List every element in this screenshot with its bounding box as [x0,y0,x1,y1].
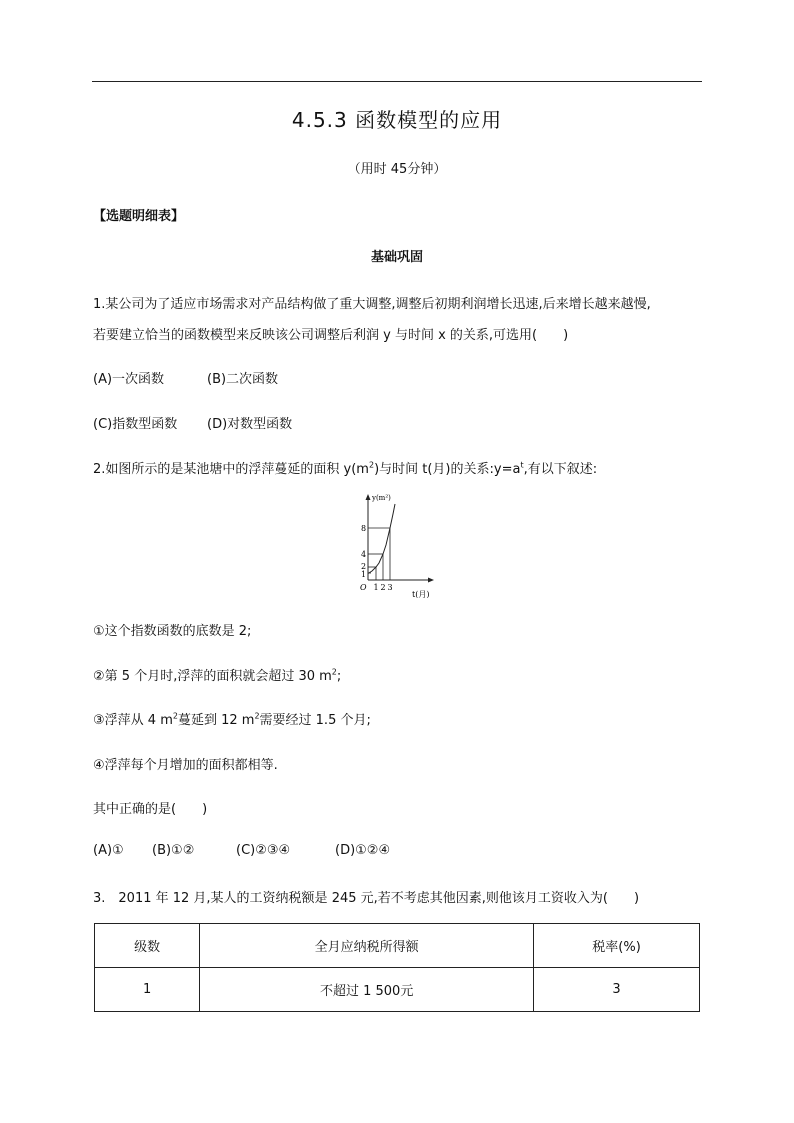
top-rule [92,81,702,82]
q2-question: 其中正确的是( ) [93,802,208,817]
graph-y-tick-2: 2 [361,562,367,571]
page-title: 4.5.3 函数模型的应用 [291,108,503,132]
table-header-rate: 税率(%) [534,924,700,968]
subsection-heading: 基础巩固 [370,250,423,265]
q1-option-b: (B)二次函数 [207,372,279,387]
q3-stem: 3. 2011 年 12 月,某人的工资纳税额是 245 元,若不考虑其他因素,则他该月工资收入为( ) [93,891,640,906]
graph-x-tick-3: 3 [387,583,393,592]
table-cell-level: 1 [95,968,200,1012]
q2-option-c: (C)②③④ [236,843,291,858]
q2-statement-1: ①这个指数函数的底数是 2; [93,624,252,639]
q2-statement-4: ④浮萍每个月增加的面积都相等. [93,758,278,773]
table-cell-rate: 3 [534,968,700,1012]
q1-option-d: (D)对数型函数 [207,417,293,432]
graph-x-axis-label: t(月) [412,590,430,598]
q2-option-b: (B)①② [152,843,195,858]
graph-y-tick-4: 4 [361,550,367,559]
graph-y-tick-1: 1 [361,570,367,579]
q1-stem-line1: 1.某公司为了适应市场需求对产品结构做了重大调整,调整后初期利润增长迅速,后来增长越来越慢, [93,297,651,312]
graph-origin: O [360,583,367,592]
q2-option-a: (A)① [93,843,124,858]
time-note: （用时 45分钟） [347,162,447,177]
section-heading: 【选题明细表】 [93,209,185,224]
graph-y-tick-8: 8 [361,524,367,533]
q1-option-c: (C)指数型函数 [93,417,178,432]
growth-graph [358,490,438,598]
q2-option-d: (D)①②④ [335,843,391,858]
graph-y-axis-label: y(m²) [372,494,391,502]
table-row [95,968,700,1012]
table-header-income: 全月应纳税所得额 [200,924,534,968]
table-header-level: 级数 [95,924,200,968]
q2-statement-3: ③浮萍从 4 $m^2$蔓延到 12 $m^2$需要经过 1.5 个月; [93,711,371,728]
q2-stem: 2.如图所示的是某池塘中的浮萍蔓延的面积 $y(m^2)$与时间 t(月)的关系$:y=a^t$,有以下叙述: [93,460,598,477]
table-cell-income: 不超过 1 500元 [200,968,534,1012]
q2-statement-2: ②第 5 个月时,浮萍的面积就会超过 30 $m^2$; [93,667,342,684]
q1-stem-line2: 若要建立恰当的函数模型来反映该公司调整后利润 y 与时间 x 的关系,可选用( ) [93,328,569,343]
graph-x-tick-1: 1 [373,583,379,592]
graph-x-tick-2: 2 [380,583,386,592]
tax-rate-table [94,923,700,1012]
table-header-row [95,924,700,968]
q1-option-a: (A)一次函数 [93,372,165,387]
